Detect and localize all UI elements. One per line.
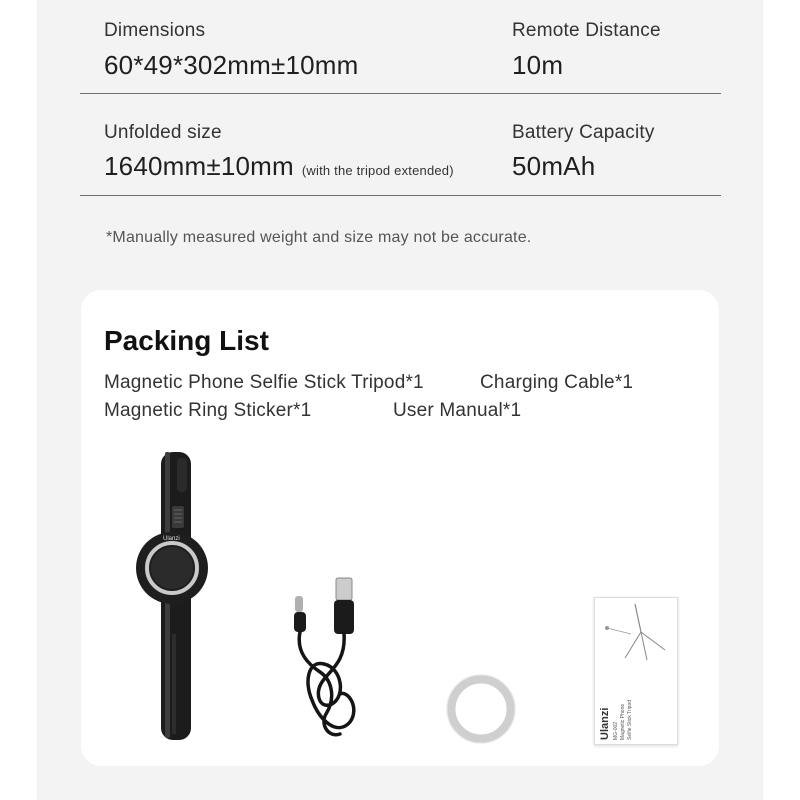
dimensions-value: 60*49*302mm±10mm bbox=[104, 50, 359, 80]
manual-line-1: Magnetic Phone bbox=[620, 703, 626, 740]
tripod-illustration bbox=[595, 598, 677, 670]
remote-distance-value: 10m bbox=[512, 50, 564, 80]
packing-item-manual: User Manual*1 bbox=[393, 400, 522, 421]
battery-capacity-value: 50mAh bbox=[512, 151, 596, 181]
magnetic-ring-image bbox=[445, 673, 517, 745]
user-manual-image bbox=[594, 597, 678, 745]
unfolded-size-note: (with the tripod extended) bbox=[301, 163, 454, 178]
selfie-stick-image bbox=[128, 448, 218, 744]
packing-list-title: Packing List bbox=[104, 325, 269, 356]
unfolded-size-number: 1640mm±10mm bbox=[104, 151, 294, 181]
measurement-disclaimer: *Manually measured weight and size may not be accurate. bbox=[106, 229, 532, 246]
unfolded-size-label: Unfolded size bbox=[104, 122, 222, 143]
dimensions-label: Dimensions bbox=[104, 20, 206, 41]
unfolded-size-value bbox=[104, 151, 454, 182]
manual-model: MG-002 bbox=[613, 721, 619, 740]
packing-item-cable: Charging Cable*1 bbox=[480, 372, 634, 393]
stick-logo: Ulanzi bbox=[163, 536, 180, 542]
packing-item-ring: Magnetic Ring Sticker*1 bbox=[104, 400, 312, 421]
charging-cable-image bbox=[290, 572, 370, 744]
battery-capacity-label: Battery Capacity bbox=[512, 122, 655, 143]
manual-line-2: Selfie Stick Tripod bbox=[627, 699, 633, 740]
packing-item-tripod: Magnetic Phone Selfie Stick Tripod*1 bbox=[104, 372, 424, 393]
manual-brand: Ulanzi bbox=[599, 707, 611, 740]
remote-distance-label: Remote Distance bbox=[512, 20, 661, 41]
